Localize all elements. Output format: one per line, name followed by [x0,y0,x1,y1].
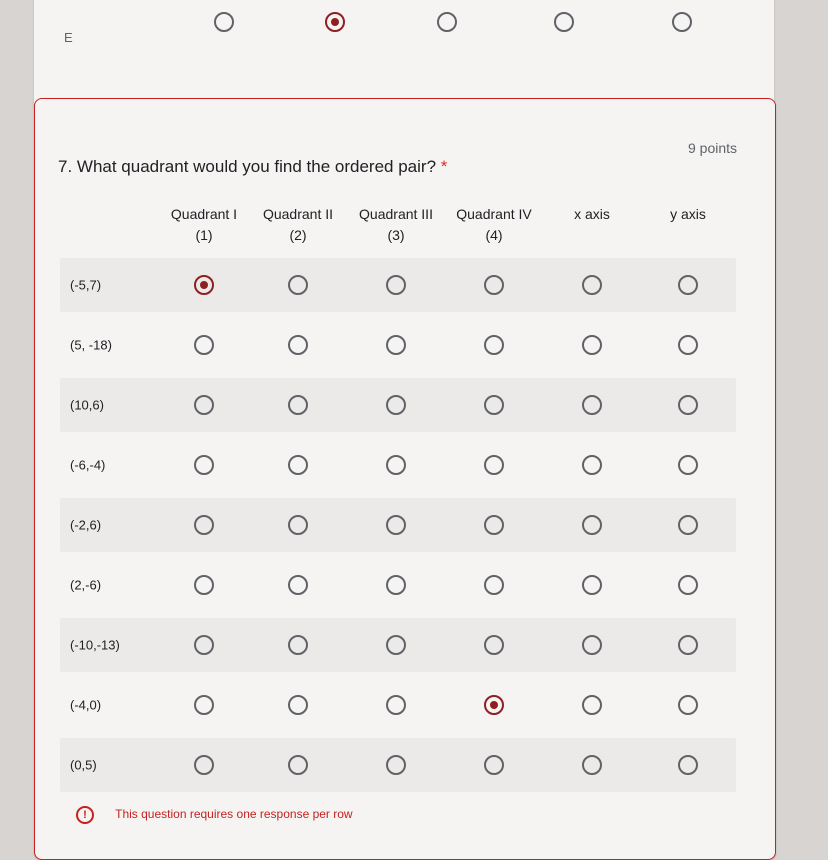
grid-radio-row1-col5[interactable] [582,275,602,295]
grid-radio-row3-col5[interactable] [582,395,602,415]
validation-error [76,806,353,824]
grid-radio-row8-col6[interactable] [678,695,698,715]
grid-radio-row4-col3[interactable] [386,455,406,475]
grid-radio-row6-col3[interactable] [386,575,406,595]
grid-radio-row5-col5[interactable] [582,515,602,535]
row-label: (-10,-13) [70,637,120,653]
grid-radio-row9-col4[interactable] [484,755,504,775]
grid-radio-row7-col4[interactable] [484,635,504,655]
prev-radio-option-5[interactable] [672,12,692,32]
grid-radio-row2-col5[interactable] [582,335,602,355]
column-header-6 [640,204,736,225]
grid-radio-row4-col5[interactable] [582,455,602,475]
row-label: (-4,0) [70,697,102,713]
row-label: (10,6) [70,397,104,413]
column-header-title: x axis [574,206,610,222]
prev-radio-option-4[interactable] [554,12,574,32]
column-header-number: (4) [485,227,503,243]
grid-radio-row3-col4[interactable] [484,395,504,415]
column-header-number: (2) [289,227,307,243]
grid-radio-row6-col6[interactable] [678,575,698,595]
prev-row-label: E [64,30,73,45]
question-text: 7. What quadrant would you find the ordered pair? [58,157,437,176]
row-label: (2,-6) [70,577,102,593]
grid-radio-row7-col2[interactable] [288,635,308,655]
grid-radio-row1-col6[interactable] [678,275,698,295]
required-asterisk: * [440,157,448,176]
grid-radio-row9-col1[interactable] [194,755,214,775]
grid-radio-row8-col3[interactable] [386,695,406,715]
grid-radio-row5-col3[interactable] [386,515,406,535]
grid-radio-row1-col1[interactable] [194,275,214,295]
grid-radio-row3-col1[interactable] [194,395,214,415]
grid-radio-row7-col3[interactable] [386,635,406,655]
grid-radio-row7-col1[interactable] [194,635,214,655]
grid-radio-row9-col6[interactable] [678,755,698,775]
grid-radio-row8-col2[interactable] [288,695,308,715]
error-text: This question requires one response per row [115,807,353,822]
column-header-2 [250,204,346,246]
column-header-number: (3) [387,227,405,243]
grid-radio-row4-col4[interactable] [484,455,504,475]
exclamation-icon: ! [76,806,94,824]
grid-radio-row3-col2[interactable] [288,395,308,415]
previous-question-card [34,0,774,110]
grid-radio-row8-col4[interactable] [484,695,504,715]
grid-radio-row4-col1[interactable] [194,455,214,475]
column-header-number: (1) [195,227,213,243]
grid-radio-row5-col2[interactable] [288,515,308,535]
grid-radio-row9-col5[interactable] [582,755,602,775]
column-header-3 [348,204,444,246]
grid-radio-row5-col1[interactable] [194,515,214,535]
grid-radio-row7-col6[interactable] [678,635,698,655]
column-header-title: Quadrant I [170,206,238,222]
column-header-title: y axis [670,206,706,222]
grid-radio-row7-col5[interactable] [582,635,602,655]
column-header-1 [156,204,252,246]
column-header-title: Quadrant IV [456,206,532,222]
grid-radio-row4-col2[interactable] [288,455,308,475]
question-title [58,157,447,177]
grid-radio-row8-col5[interactable] [582,695,602,715]
grid-radio-row5-col6[interactable] [678,515,698,535]
question-points: 9 points [688,140,738,156]
grid-radio-row6-col5[interactable] [582,575,602,595]
grid-radio-row2-col4[interactable] [484,335,504,355]
grid-radio-row1-col4[interactable] [484,275,504,295]
prev-radio-option-1[interactable] [214,12,234,32]
grid-radio-row6-col1[interactable] [194,575,214,595]
grid-radio-row6-col4[interactable] [484,575,504,595]
grid-radio-row3-col3[interactable] [386,395,406,415]
column-header-title: Quadrant III [359,206,433,222]
grid-radio-row8-col1[interactable] [194,695,214,715]
grid-radio-row2-col3[interactable] [386,335,406,355]
column-header-4 [446,204,542,246]
grid-radio-row2-col2[interactable] [288,335,308,355]
column-header-title: Quadrant II [262,206,334,222]
row-label: (-5,7) [70,277,102,293]
grid-radio-row9-col2[interactable] [288,755,308,775]
prev-radio-option-3[interactable] [437,12,457,32]
grid-radio-row2-col1[interactable] [194,335,214,355]
grid-radio-row5-col4[interactable] [484,515,504,535]
column-header-5 [544,204,640,225]
grid-radio-row2-col6[interactable] [678,335,698,355]
grid-radio-row3-col6[interactable] [678,395,698,415]
prev-radio-option-2[interactable] [325,12,345,32]
row-label: (-6,-4) [70,457,106,473]
row-label: (-2,6) [70,517,102,533]
row-label: (0,5) [70,757,97,773]
grid-radio-row1-col2[interactable] [288,275,308,295]
grid-radio-row9-col3[interactable] [386,755,406,775]
grid-radio-row6-col2[interactable] [288,575,308,595]
grid-radio-row1-col3[interactable] [386,275,406,295]
grid-radio-row4-col6[interactable] [678,455,698,475]
row-label: (5, -18) [70,337,112,353]
